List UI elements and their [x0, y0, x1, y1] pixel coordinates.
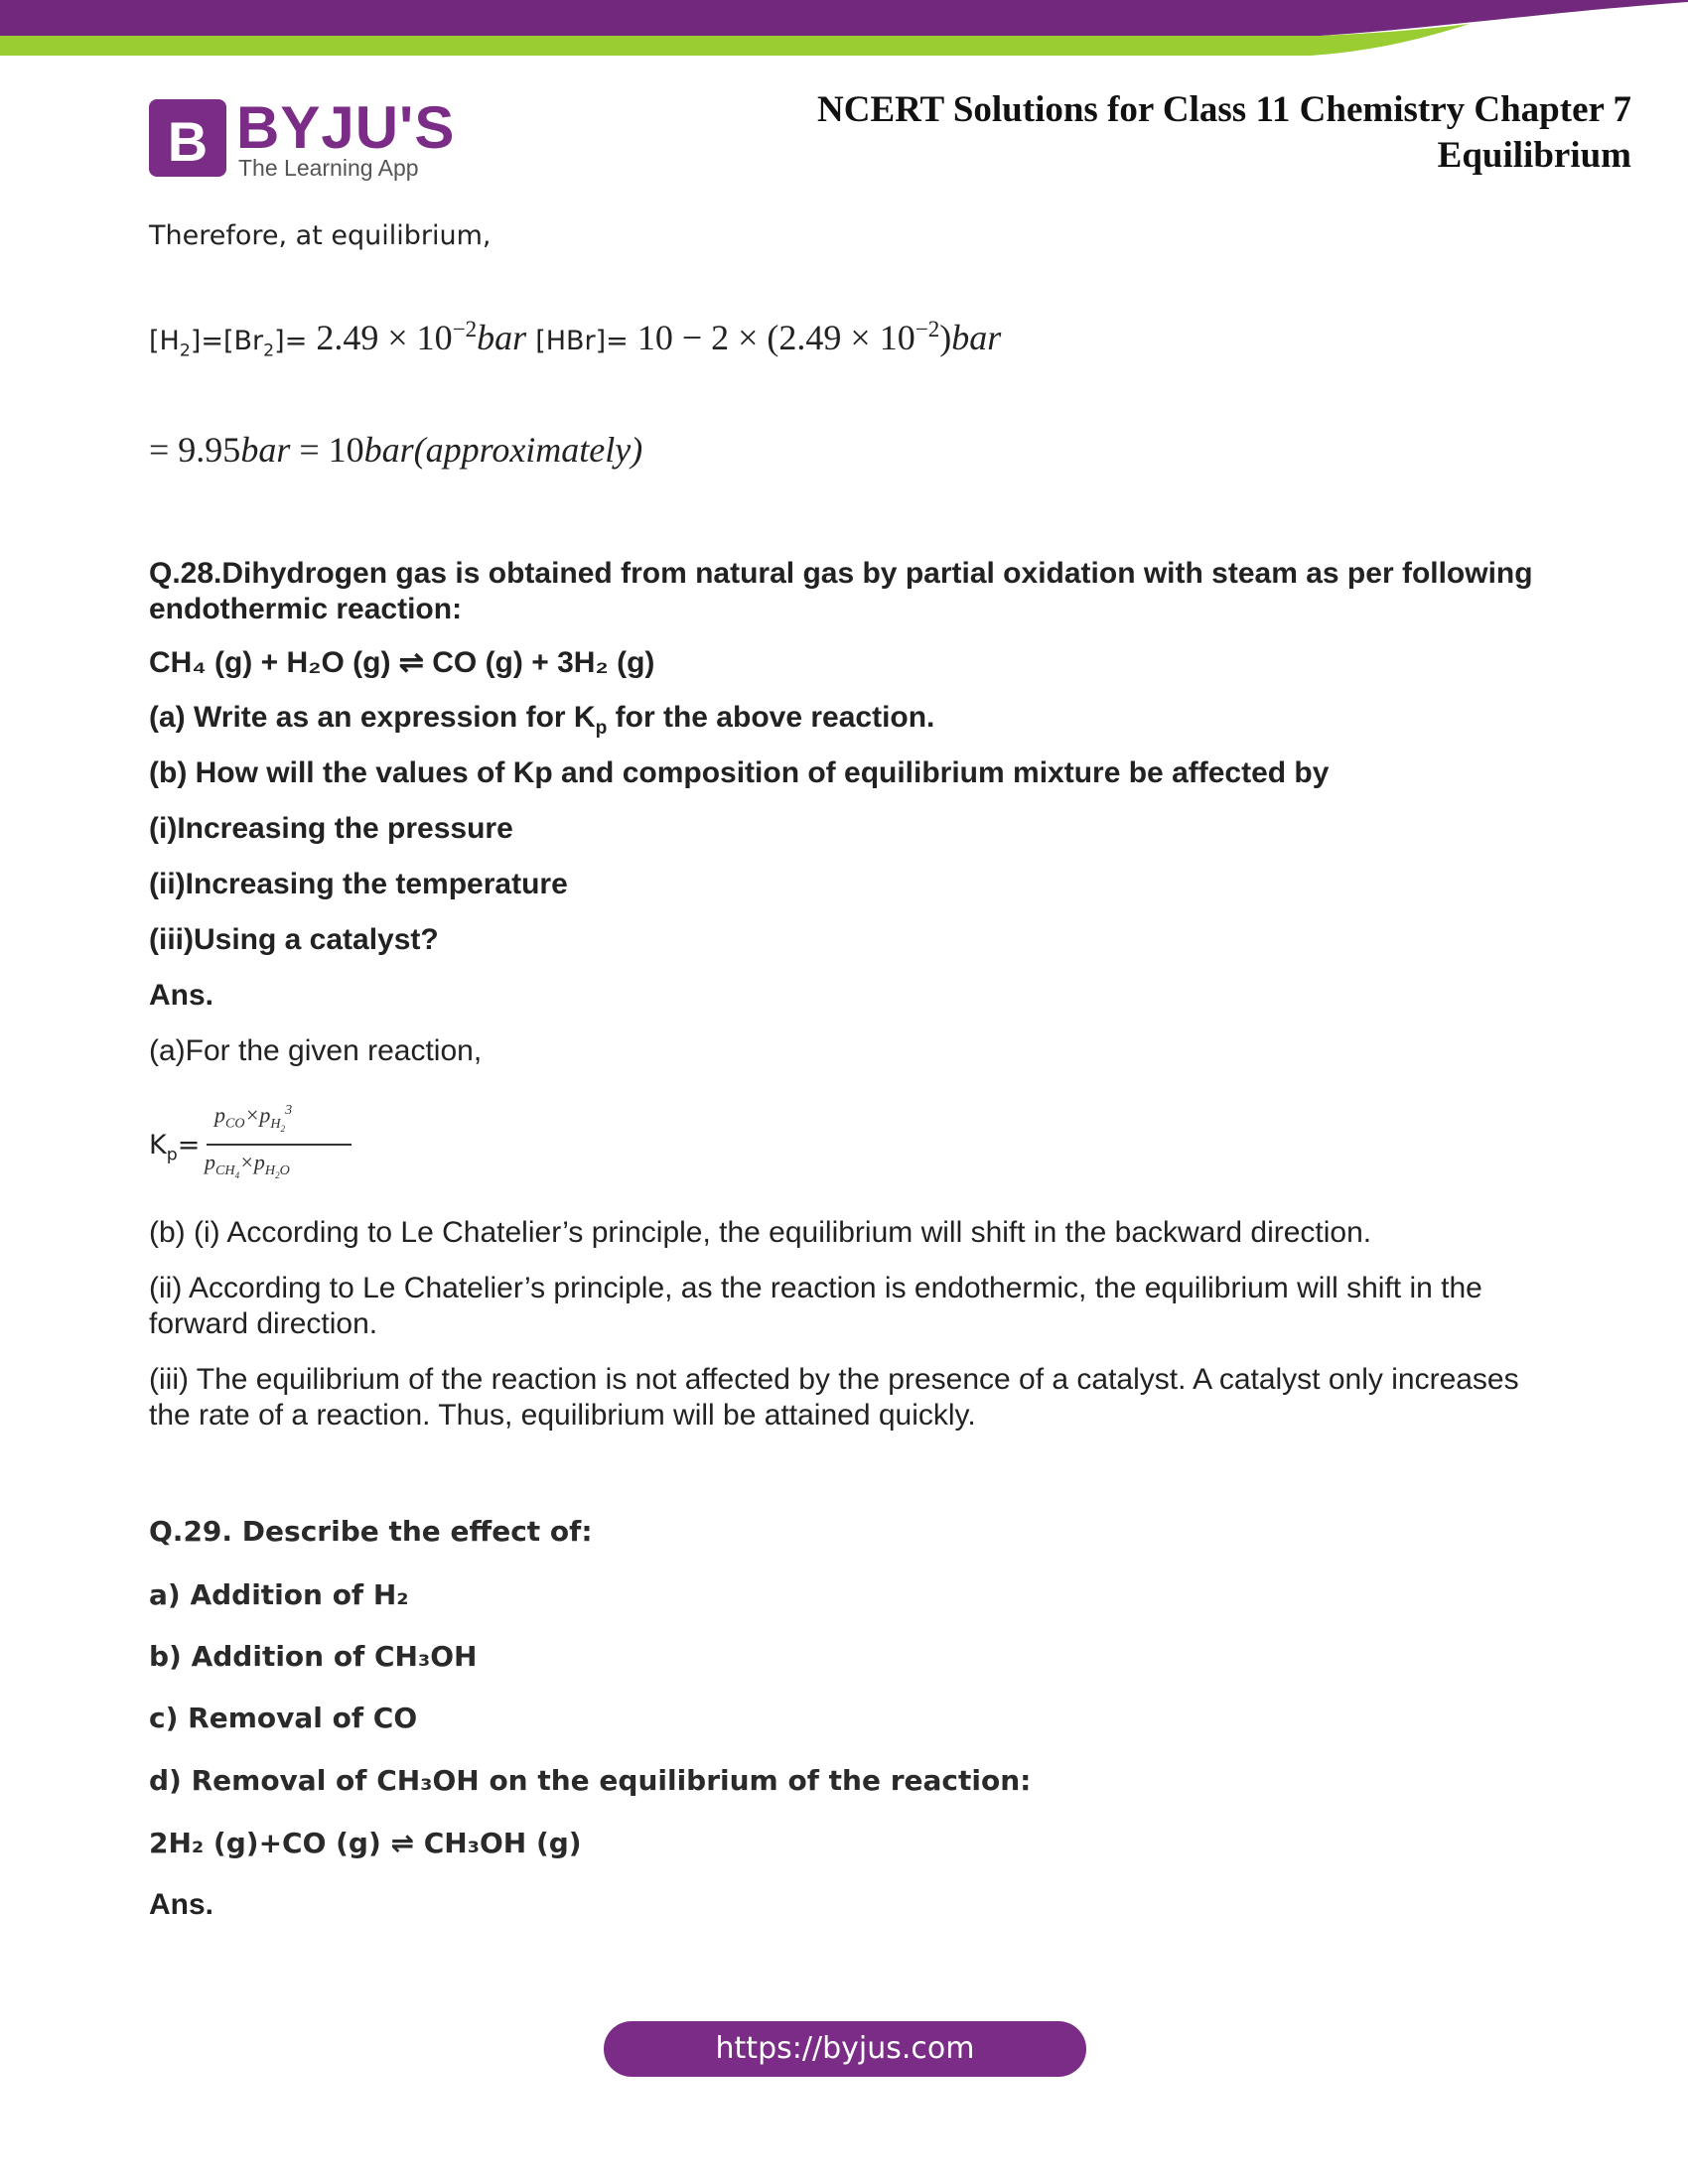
q29-part-d: d) Removal of CH₃OH on the equilibrium of the reaction:: [149, 1764, 1032, 1797]
logo-brand-name: BYJU'S: [236, 94, 456, 161]
q28-ans-label: Ans.: [149, 979, 214, 1012]
eq2-value: $10 - 2 \times (2.49 \times 10^{-2})bar$: [636, 316, 1002, 357]
kp-numerator: $p_{CO}\times p_{H_2}^3$: [214, 1102, 293, 1134]
q27-intro: Therefore, at equilibrium,: [149, 220, 492, 251]
q28-part-b: (b) How will the values of Kp and composition of equilibrium mixture be affected by: [149, 756, 1330, 789]
fraction-bar: [207, 1144, 352, 1146]
q29-question: Q.29. Describe the effect of:: [149, 1515, 593, 1548]
logo-letter: B: [167, 110, 209, 173]
q27-equation-2: = 9.95bar = 10bar(approximately): [149, 430, 643, 470]
q29-reaction: 2H₂ (g)+CO (g) ⇌ CH₃OH (g): [149, 1827, 582, 1859]
q28-ans-b-iii: (iii) The equilibrium of the reaction is not affected by the presence of a catalyst. A catalyst only increases the rate of a reaction. Thus, equilibrium will be attained quickly.: [149, 1363, 1519, 1432]
q28-part-a: (a) Write as an expression for $K_p$ for the above reaction.: [149, 701, 935, 739]
q29-ans-label: Ans.: [149, 1888, 214, 1921]
document-title-line1: NCERT Solutions for Class 11 Chemistry Chapter 7: [817, 89, 1631, 130]
q29-part-a: a) Addition of H₂: [149, 1578, 409, 1611]
header-band: [0, 0, 1688, 60]
q29-part-c: c) Removal of CO: [149, 1702, 418, 1734]
q28-part-i: (i)Increasing the pressure: [149, 812, 513, 845]
eq1-value: $2.49 \times 10^{-2}bar$: [316, 316, 527, 357]
document-title-line2: Equilibrium: [1437, 135, 1631, 176]
logo-mark: [149, 99, 226, 177]
kp-label: $K_p=$: [149, 1130, 201, 1165]
q28-ans-b-i: (b) (i) According to Le Chatelier’s principle, the equilibrium will shift in the backward direction.: [149, 1216, 1372, 1249]
document-title: [738, 87, 1631, 179]
kp-denominator: $p_{CH_4}\times p_{H_2O}$: [205, 1150, 290, 1181]
footer-url[interactable]: https://byjus.com: [715, 2031, 975, 2066]
kp-expression: [149, 1102, 407, 1191]
q28-reaction: CH₄ (g) + H₂O (g) ⇌ CO (g) + 3H₂ (g): [149, 646, 655, 679]
q28-ans-a: (a)For the given reaction,: [149, 1034, 483, 1067]
byjus-logo: [149, 94, 456, 181]
eq2-lhs: [HBr]=: [535, 326, 629, 356]
footer-url-button[interactable]: [604, 2021, 1086, 2077]
eq1-lhs: $[H_2]=[Br_2]=$: [149, 326, 308, 361]
q27-equation-1: [149, 316, 1001, 360]
q28-part-iii: (iii)Using a catalyst?: [149, 923, 439, 956]
q28-ans-b-ii: (ii) According to Le Chatelier’s principle, as the reaction is endothermic, the equilibrium will shift in the forward direction.: [149, 1272, 1482, 1340]
q29-part-b: b) Addition of CH₃OH: [149, 1640, 478, 1673]
q28-part-ii: (ii)Increasing the temperature: [149, 868, 568, 900]
q28-question: Q.28.Dihydrogen gas is obtained from natural gas by partial oxidation with steam as per following endothermic reaction:: [149, 557, 1533, 625]
logo-tagline: The Learning App: [238, 155, 419, 181]
